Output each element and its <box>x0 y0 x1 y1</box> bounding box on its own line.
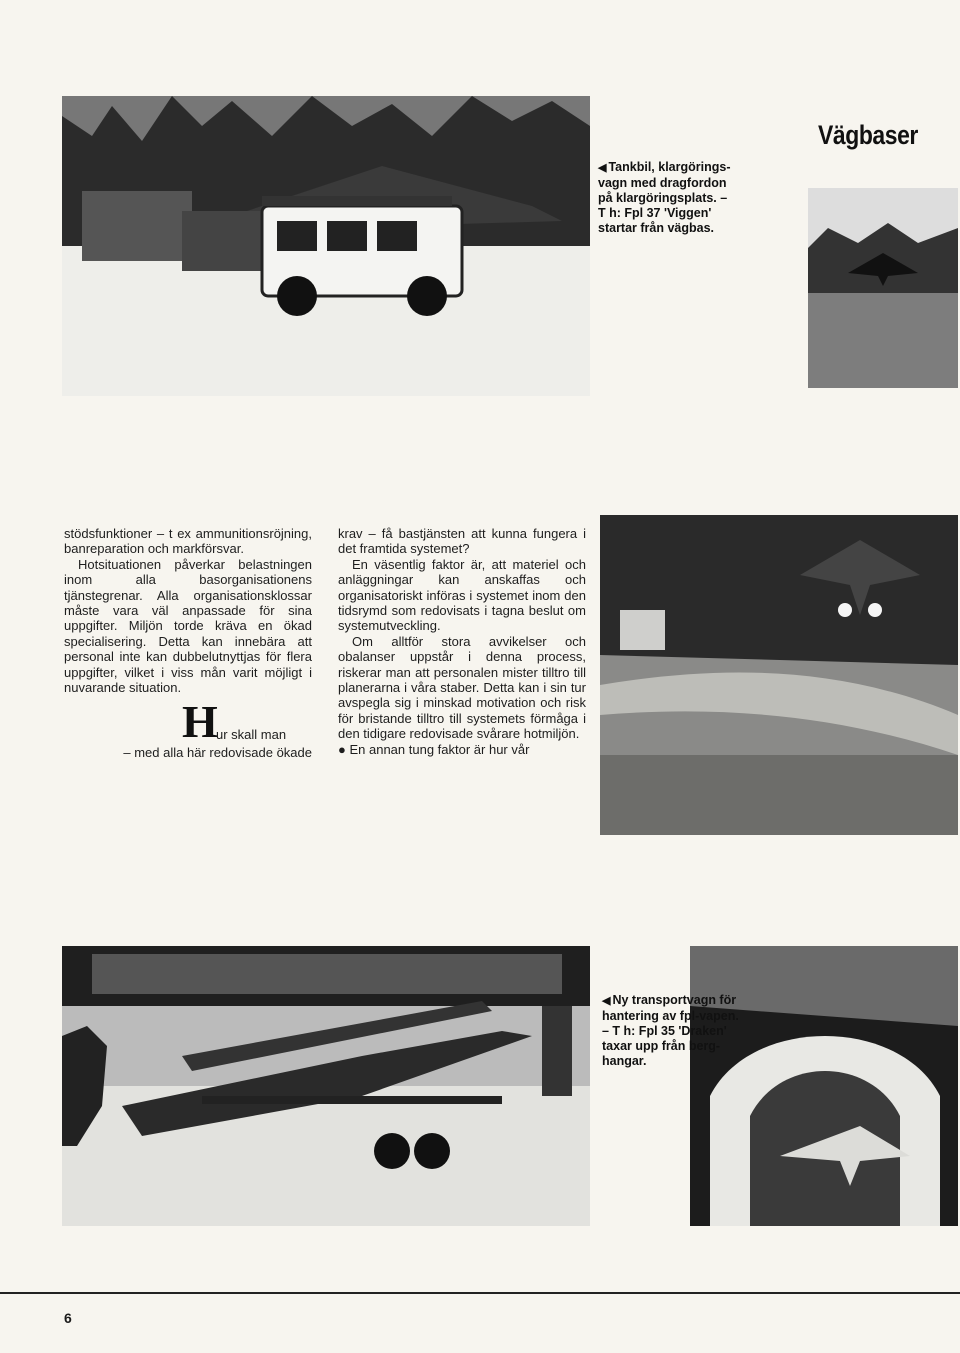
caption-top-line: ◀ Tankbil, klargörings- <box>598 160 731 174</box>
paragraph: En väsentlig faktor är, att materiel och anläggningar kan anskaffas och organisatoriskt införas i systemet inom den tidsrymd som redovisats i tagna beslut om systemutveckling. <box>338 556 586 634</box>
paragraph: Om alltför stora avvikelser och obalanser uppstår i denna process, riskerar man att personalen mister tilltro till planerarna i våra staber. Detta kan i sin tur avspegla sig i minskad motivation och risk för bristande tilltro till systemets förmåga i den tidigare redovisade svårare hotmiljön. <box>338 633 586 742</box>
dropcap-line <box>64 696 312 748</box>
dropcap-rest: ur skall man <box>216 727 287 743</box>
footer-rule <box>0 1292 960 1294</box>
text-column-right <box>338 526 586 757</box>
caption-bottom-line: ◀ Ny transportvagn för <box>602 993 737 1007</box>
paragraph: – med alla här redovisade ökade <box>123 745 312 761</box>
caption-bottom-line: – T h: Fpl 35 'Draken' <box>602 1024 727 1038</box>
caption-bottom-line: taxar upp från berg- <box>602 1039 721 1053</box>
page-number: 6 <box>64 1310 72 1326</box>
paragraph: stödsfunktioner – t ex ammunitionsröjning, banreparation och markförsvar. <box>64 526 312 557</box>
paragraph: krav – få bastjänsten att kunna fungera i det framtida systemet? <box>338 526 586 557</box>
caption-bottom-line: hantering av fpl-vapen. <box>602 1009 739 1023</box>
caption-top-line: T h: Fpl 37 'Viggen' <box>598 206 712 220</box>
photo-draken-hangar <box>690 946 958 1226</box>
bullet-paragraph <box>338 742 586 757</box>
caption-bottom-line: hangar. <box>602 1054 647 1068</box>
drop-cap: H <box>182 696 218 748</box>
caption-top-line: vagn med dragfordon <box>598 176 727 190</box>
caption-top-line: startar från vägbas. <box>598 221 715 235</box>
triangle-left-icon: ◀ <box>598 162 607 174</box>
text-column-left <box>64 526 312 761</box>
photo-viggen-takeoff <box>808 188 958 388</box>
photo-aircraft-road <box>600 515 958 835</box>
caption-bottom <box>602 993 792 1069</box>
bullet-icon: ● <box>338 741 346 757</box>
triangle-left-icon: ◀ <box>602 995 611 1007</box>
paragraph: Hotsituationen påverkar belastningen inom alla basorganisationens tjänstegrenar. Alla organisationsklossar måste vara väl anpassade för sina uppgifter. Miljön torde kräva en ökad specialisering. Detta kan innebära att personal inte kan dubbelutnyttjas för flera uppgifter, vilket i viss mån varit möjligt i nuvarande situation. <box>64 556 312 696</box>
photo-tanker-vehicles <box>62 96 590 396</box>
section-title: Vägbaser <box>818 120 918 150</box>
caption-top-line: på klargöringsplats. – <box>598 191 728 205</box>
caption-top <box>598 160 798 236</box>
photo-transport-trailer <box>62 946 590 1226</box>
bullet-text: En annan tung faktor är hur vår <box>349 741 530 757</box>
